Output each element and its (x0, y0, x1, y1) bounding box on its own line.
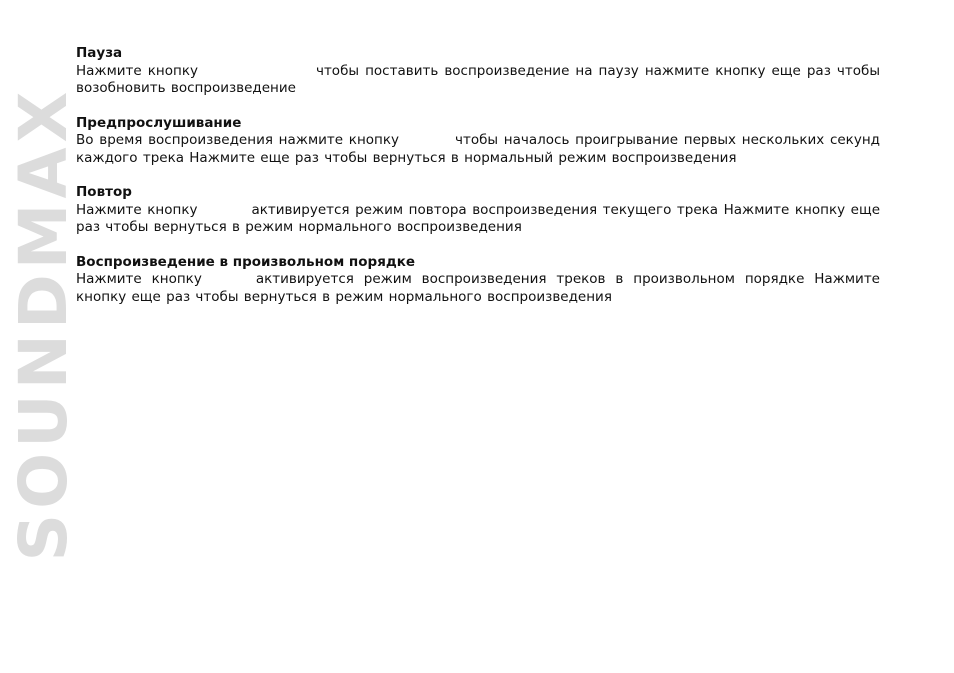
brand-watermark (5, 48, 82, 600)
section-heading: Предпрослушивание (76, 114, 242, 131)
manual-content (76, 45, 880, 323)
paragraph-text-after: активируется режим воспроизведения треков в произвольном порядке Нажмите кнопку еще раз чтобы вернуться в режим нормального воспроизведения (76, 271, 880, 305)
brand-logo-text: SOUNDMAX (5, 86, 82, 562)
paragraph-text-before: Во время воспроизведения нажмите кнопку (76, 132, 399, 148)
section-intro-scan (76, 115, 880, 168)
paragraph-text-after: активируется режим повтора воспроизведения текущего трека Нажмите кнопку еще раз чтобы вернуться в режим нормального воспроизведения (76, 201, 880, 235)
paragraph-text-after: чтобы началось проигрывание первых нескольких секунд каждого трека Нажмите еще раз чтобы вернуться в нормальный режим воспроизведения (76, 132, 880, 166)
section-paragraph (76, 132, 880, 167)
section-heading: Пауза (76, 45, 123, 61)
paragraph-text-before: Нажмите кнопку (76, 62, 198, 79)
paragraph-text-before: Нажмите кнопку (76, 201, 198, 218)
section-heading: Повтор (76, 184, 132, 200)
section-pause (76, 45, 880, 98)
section-paragraph (76, 271, 880, 306)
paragraph-text-after: чтобы поставить воспроизведение на паузу нажмите кнопку еще раз чтобы возобновить воспроизведение (76, 62, 881, 96)
section-random (76, 254, 880, 307)
section-paragraph (76, 202, 880, 237)
section-repeat (76, 184, 880, 237)
section-heading: Воспроизведение в произвольном порядке (76, 253, 416, 270)
section-paragraph (76, 63, 880, 98)
paragraph-text-before: Нажмите кнопку (76, 271, 202, 287)
